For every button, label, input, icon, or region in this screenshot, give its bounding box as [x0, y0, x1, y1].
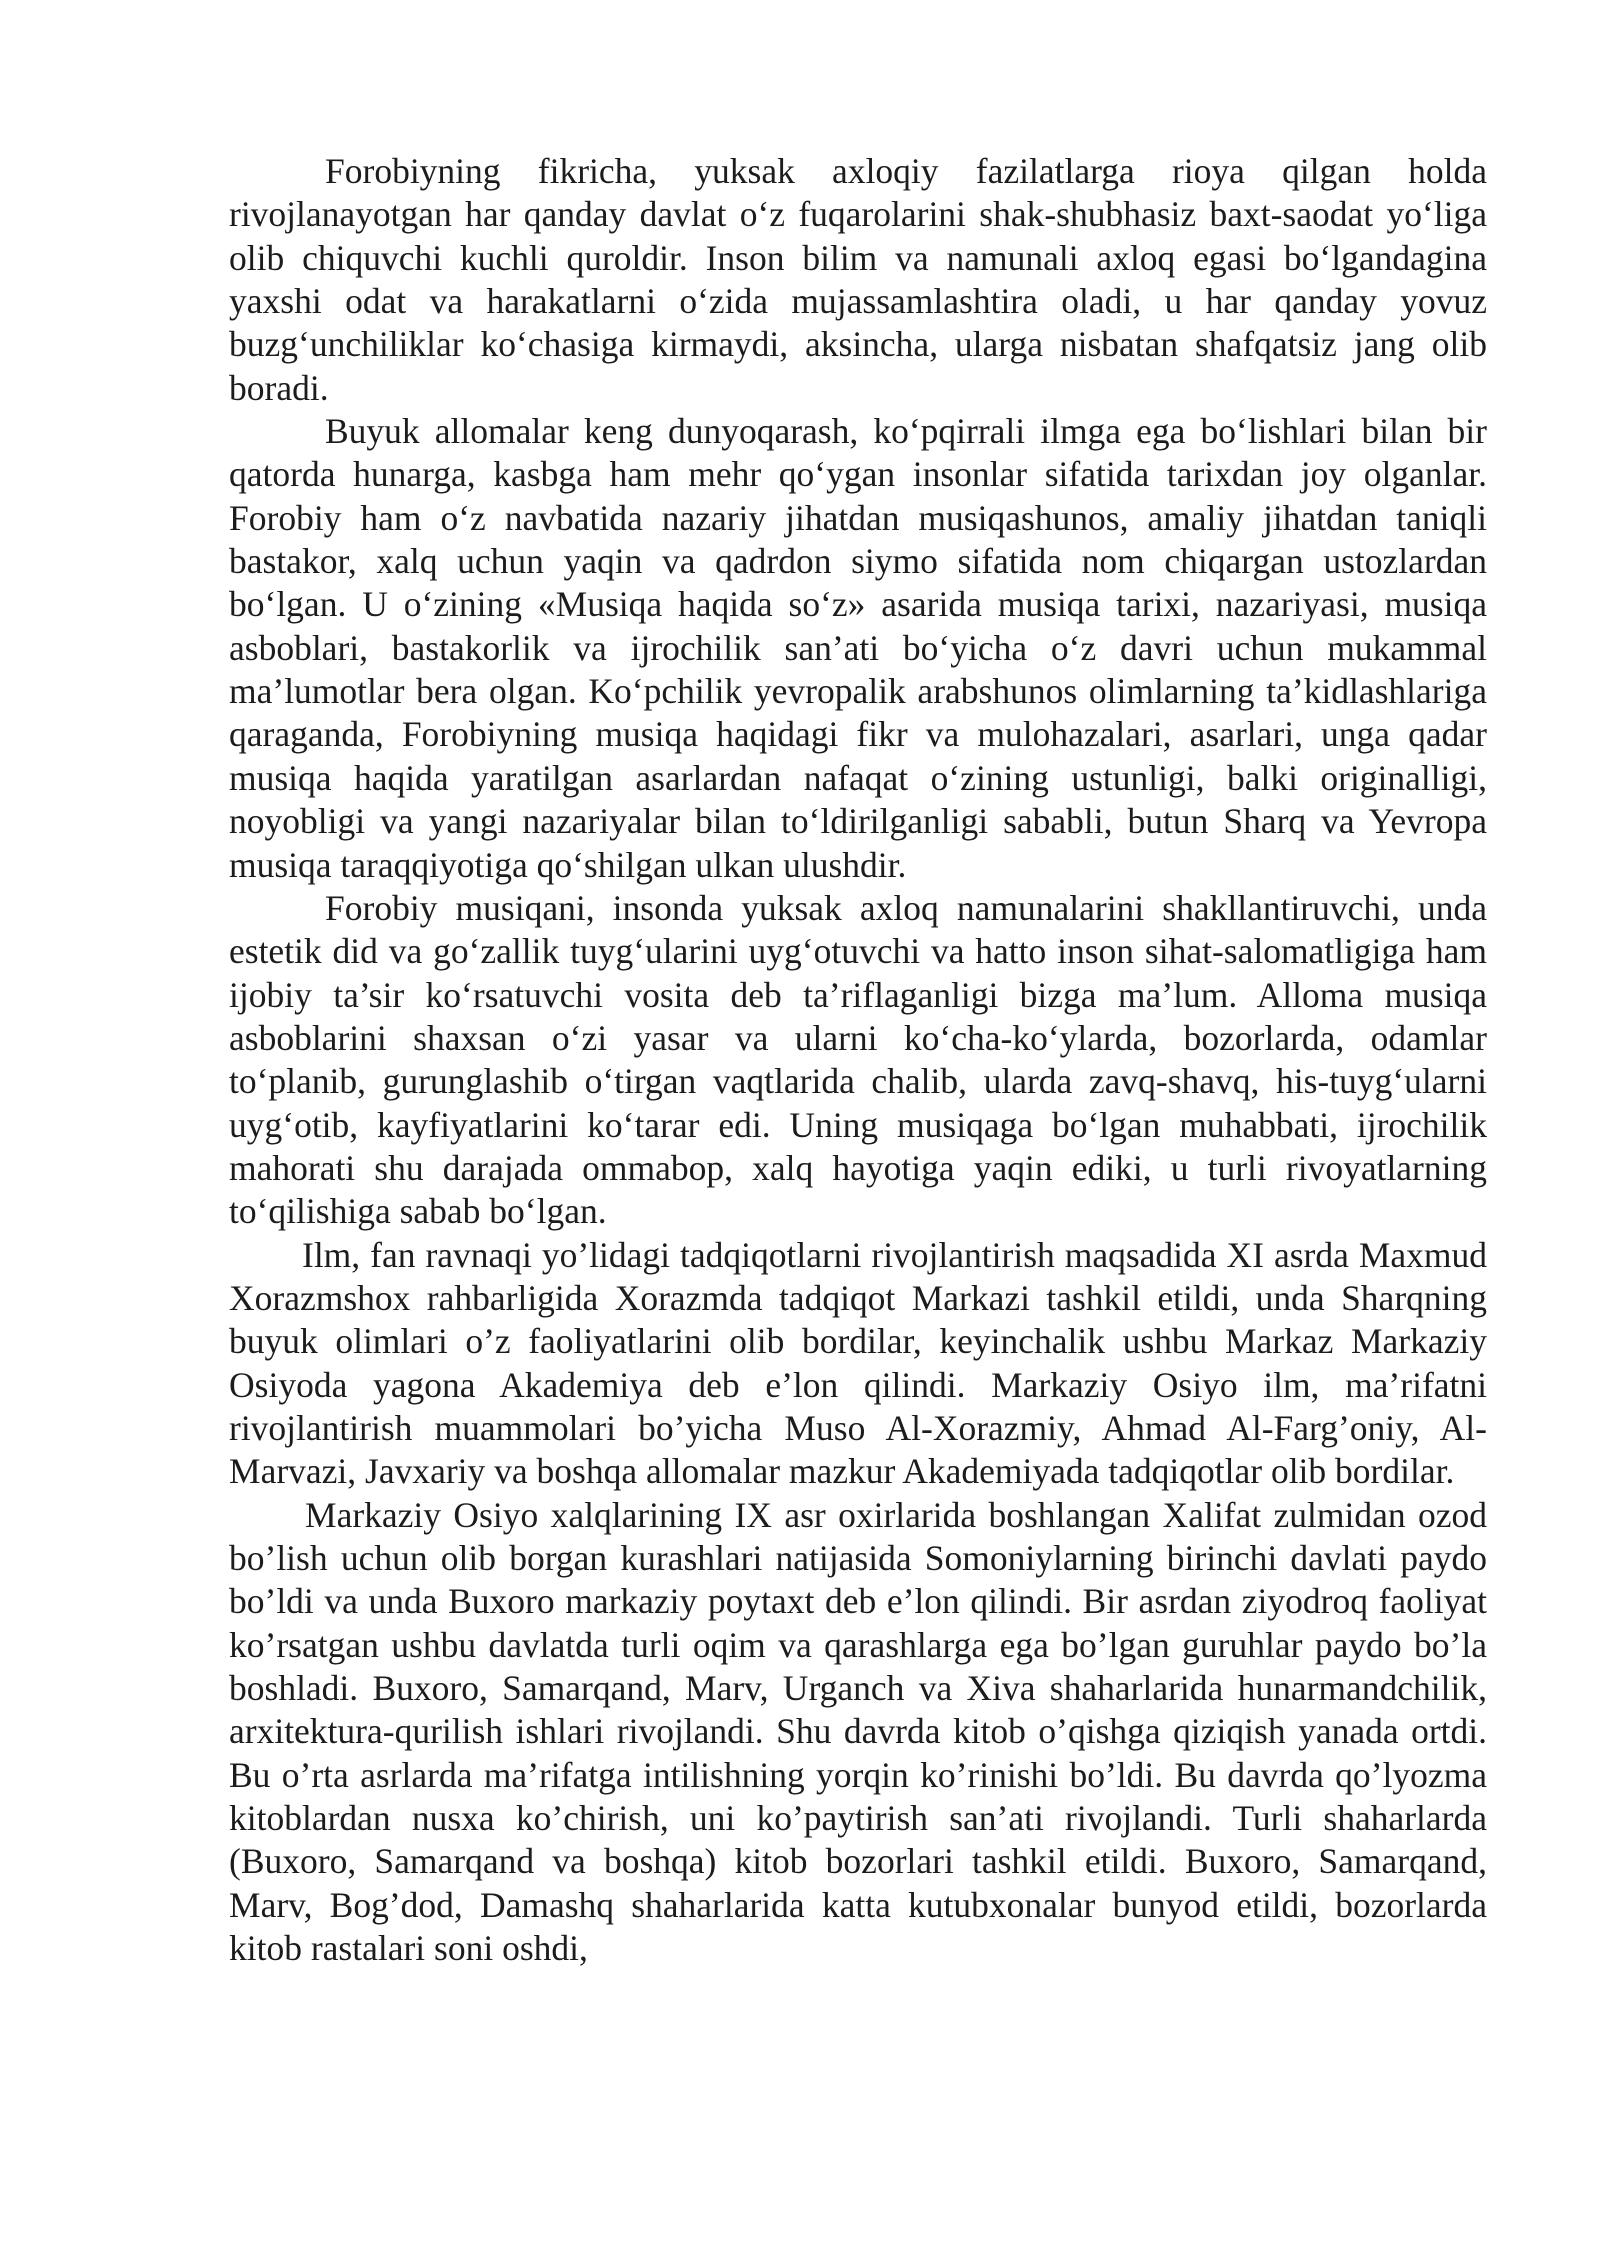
- document-body: [229, 150, 1487, 1970]
- paragraph-4: Ilm, fan ravnaqi yo’lidagi tadqiqotlarni rivojlantirish maqsadida XI asrda Maxmud Xorazmshox rahbarligida Xorazmda tadqiqot Markazi tashkil etildi, unda Sharqning buyuk olimlari o’z faoliyatlarini olib bordilar, keyinchalik ushbu Markaz Markaziy Osiyoda yagona Akademiya deb e’lon qilindi. Markaziy Osiyo ilm, ma’rifatni rivojlantirish muammolari bo’yicha Muso Al-Xorazmiy, Ahmad Al-Farg’oniy, Al-Marvazi, Javxariy va boshqa allomalar mazkur Akademiyada tadqiqotlar olib bordilar.: [229, 1234, 1487, 1492]
- paragraph-2: Buyuk allomalar keng dunyoqarash, ko‘pqirrali ilmga ega bo‘lishlari bilan bir qatorda hunarga, kasbga ham mehr qo‘ygan insonlar sifatida tarixdan joy olganlar. Forobiy ham o‘z navbatida nazariy jihatdan musiqashunos, amaliy jihatdan taniqli bastakor, xalq uchun yaqin va qadrdon siymo sifatida nom chiqargan ustozlardan bo‘lgan. U o‘zining «Musiqa haqida so‘z» asarida musiqa tarixi, nazariyasi, musiqa asboblari, bastakorlik va ijrochilik san’ati bo‘yicha o‘z davri uchun mukammal ma’lumotlar bera olgan. Ko‘pchilik yevropalik arabshunos olimlarning ta’kidlashlariga qaraganda, Forobiyning musiqa haqidagi fikr va mulohazalari, asarlari, unga qadar musiqa haqida yaratilgan asarlardan nafaqat o‘zining ustunligi, balki originalligi, noyobligi va yangi nazariyalar bilan to‘ldirilganligi sababli, butun Sharq va Yevropa musiqa taraqqiyotiga qo‘shilgan ulkan ulushdir.: [229, 411, 1487, 885]
- paragraph-1: Forobiyning fikricha, yuksak axloqiy fazilatlarga rioya qilgan holda rivojlanayotgan har qanday davlat o‘z fuqarolarini shak-shubhasiz baxt-saodat yo‘liga olib chiquvchi kuchli quroldir. Inson bilim va namunali axloq egasi bo‘lgandagina yaxshi odat va harakatlarni o‘zida mujassamlashtira oladi, u har qanday yovuz buzg‘unchiliklar ko‘chasiga kirmaydi, aksincha, ularga nisbatan shafqatsiz jang olib boradi.: [229, 151, 1487, 408]
- paragraph-5: Markaziy Osiyo xalqlarining IX asr oxirlarida boshlangan Xalifat zulmidan ozod bo’lish uchun olib borgan kurashlari natijasida Somoniylarning birinchi davlati paydo bo’ldi va unda Buxoro markaziy poytaxt deb e’lon qilindi. Bir asrdan ziyodroq faoliyat ko’rsatgan ushbu davlatda turli oqim va qarashlarga ega bo’lgan guruhlar paydo bo’la boshladi. Buxoro, Samarqand, Marv, Urganch va Xiva shaharlarida hunarmandchilik, arxitektura-qurilish ishlari rivojlandi. Shu davrda kitob o’qishga qiziqish yanada ortdi. Bu o’rta asrlarda ma’rifatga intilishning yorqin ko’rinishi bo’ldi. Bu davrda qo’lyozma kitoblardan nusxa ko’chirish, uni ko’paytirish san’ati rivojlandi. Turli shaharlarda (Buxoro, Samarqand va boshqa) kitob bozorlari tashkil etildi. Buxoro, Samarqand, Marv, Bog’dod, Damashq shaharlarida katta kutubxonalar bunyod etildi, bozorlarda kitob rastalari soni oshdi,: [229, 1494, 1487, 1969]
- paragraph-3: Forobiy musiqani, insonda yuksak axloq namunalarini shakllantiruvchi, unda estetik did va go‘zallik tuyg‘ularini uyg‘otuvchi va hatto inson sihat-salomatligiga ham ijobiy ta’sir ko‘rsatuvchi vosita deb ta’riflaganligi bizga ma’lum. Alloma musiqa asboblarini shaxsan o‘zi yasar va ularni ko‘cha-ko‘ylarda, bozorlarda, odamlar to‘planib, gurunglashib o‘tirgan vaqtlarida chalib, ularda zavq-shavq, his-tuyg‘ularni uyg‘otib, kayfiyatlarini ko‘tarar edi. Uning musiqaga bo‘lgan muhabbati, ijrochilik mahorati shu darajada ommabop, xalq hayotiga yaqin ediki, u turli rivoyatlarning to‘qilishiga sabab bo‘lgan.: [229, 887, 1487, 1232]
